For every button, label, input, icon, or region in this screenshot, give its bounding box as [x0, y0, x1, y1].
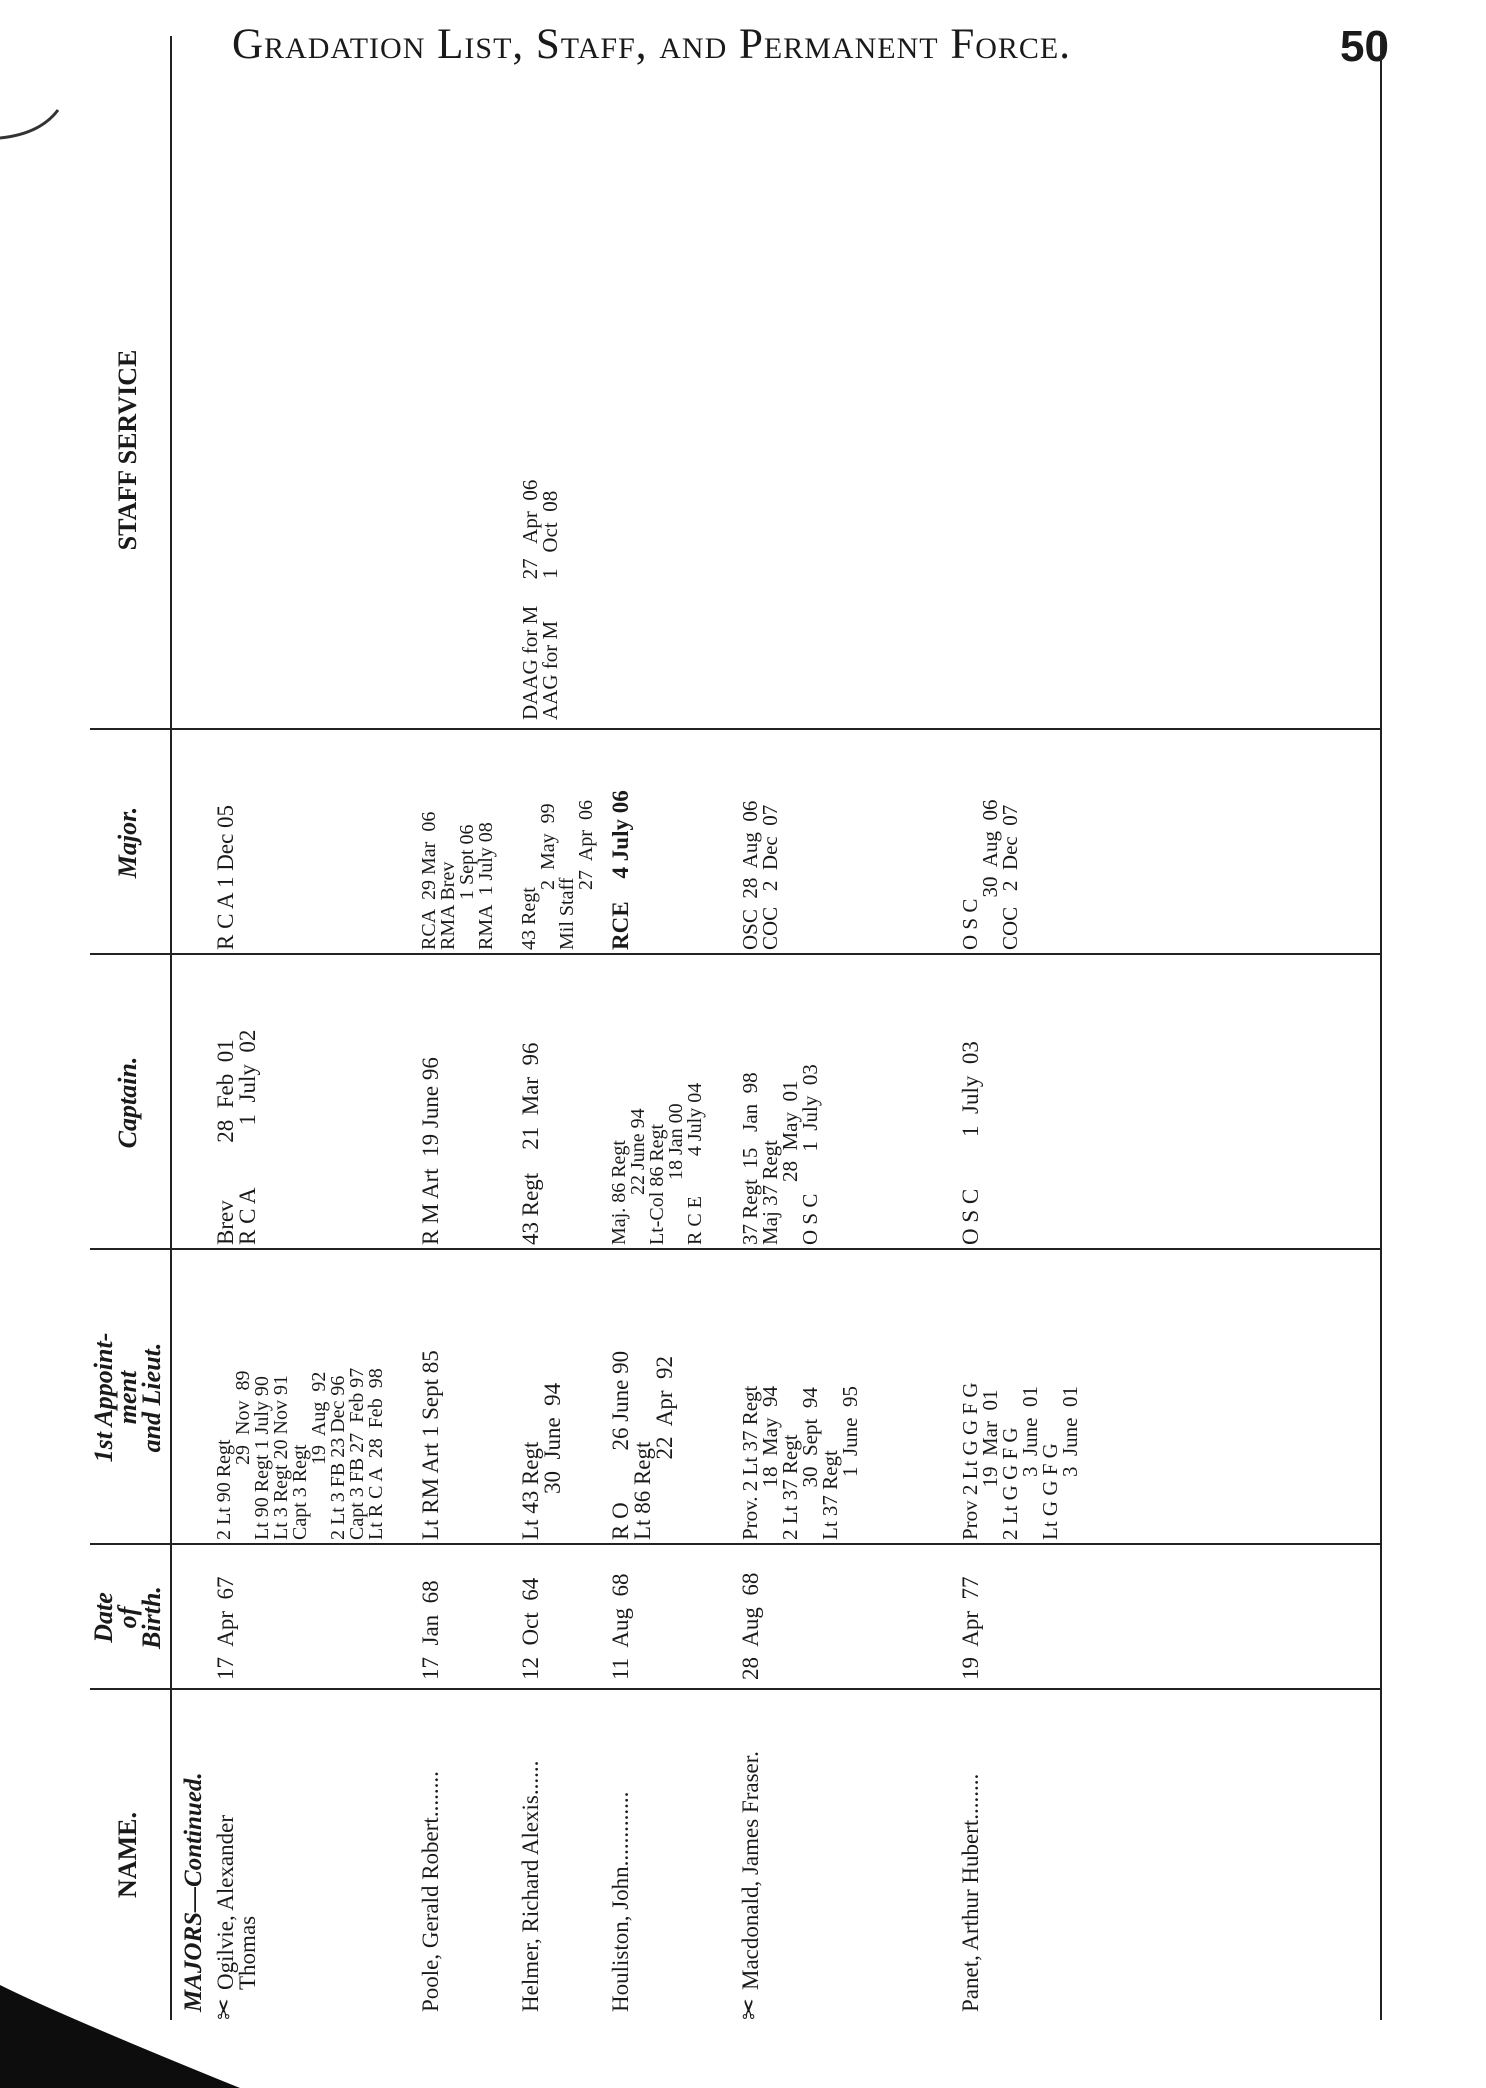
row-2-major: RCA 29 Mar 06 RMA Brev 1 Sept 06 RMA 1 July 08	[418, 811, 497, 950]
row-5-birth: 28 Aug 68	[738, 1572, 763, 1680]
row-1-birth: 17 Apr 67	[213, 1576, 238, 1680]
row-3-name: Helmer, Richard Alexis......	[518, 1760, 543, 2012]
header-birth: Date of Birth.	[88, 1586, 166, 1649]
header-major: Major.	[112, 806, 142, 879]
row-6-birth: 19 Apr 77	[958, 1576, 983, 1680]
header-staff-service: STAFF SERVICE	[112, 349, 142, 551]
col-sep-first	[90, 1248, 1380, 1250]
row-4-captain: Maj. 86 Regt 22 June 94 Lt-Col 86 Regt 18 Jan 00 R C E 4 July 04	[608, 1082, 706, 1245]
row-3-first-appointment: Lt 43 Regt 30 June 94	[518, 1382, 565, 1540]
scan-edge-mark	[0, 90, 70, 150]
header-name: NAME.	[112, 1812, 142, 1898]
row-4-birth: 11 Aug 68	[608, 1573, 633, 1680]
row-3-birth: 12 Oct 64	[518, 1577, 543, 1680]
col-sep-name	[90, 1688, 1380, 1690]
header-captain: Captain.	[112, 1056, 142, 1149]
header-first-appointment: 1st Appoint- ment and Lieut.	[88, 1332, 166, 1463]
row-3-captain: 43 Regt 21 Mar 96	[518, 1042, 543, 1245]
page-number: 50	[1340, 22, 1389, 71]
gradation-table	[80, 36, 1380, 2020]
row-2-name: Poole, Gerald Robert........	[418, 1771, 443, 2012]
row-3-staff: DAAG for M 27 Apr 06 AAG for M 1 Oct 08	[518, 479, 562, 720]
row-1-captain: Brev 28 Feb 01 R C A 1 July 02	[213, 1029, 260, 1245]
row-5-first-appointment: Prov. 2 Lt 37 Regt 18 May 94 2 Lt 37 Regt 30 Sept 94 Lt 37 Regt 1 June 95	[738, 1385, 862, 1540]
row-5-major: OSC 28 Aug 06 COC 2 Dec 07	[738, 800, 782, 950]
row-1-name: Ogilvie, Alexander Thomas	[213, 1814, 260, 1990]
page-title: Gradation List, Staff, and Permanent Force.	[232, 21, 1072, 68]
row-4-name: Houliston, John.............	[608, 1791, 633, 2012]
table-top-rule	[170, 36, 172, 2020]
row-6-name: Panet, Arthur Hubert........	[958, 1773, 983, 2012]
table-bottom-rule	[1380, 36, 1382, 2020]
col-sep-birth	[90, 1543, 1380, 1545]
scissor-mark: ✂	[210, 1998, 239, 2020]
scissor-mark: ✂	[735, 1998, 764, 2020]
row-4-major: RCE 4 July 06	[608, 790, 633, 950]
col-sep-captain	[90, 953, 1380, 955]
col-sep-major	[90, 728, 1380, 730]
row-5-name: Macdonald, James Fraser.	[738, 1751, 763, 1990]
row-3-major: 43 Regt 2 May 99 Mil Staff 27 Apr 06	[518, 800, 597, 950]
row-6-captain: O S C 1 July 03	[958, 1041, 983, 1245]
row-5-captain: 37 Regt 15 Jan 98 Maj 37 Regt 28 May 01 O S C 1 July 03	[738, 1064, 822, 1245]
row-2-birth: 17 Jan 68	[418, 1580, 443, 1680]
row-1-first-appointment: 2 Lt 90 Regt 29 Nov 89 Lt 90 Regt 1 July 90 Lt 3 Regt 20 Nov 91 Capt 3 Regt 19 Aug 92 2 Lt 3 FB 23 Dec 96 Capt 3 FB 27 Feb 97 Lt R C A 28 Feb 98	[213, 1367, 387, 1540]
row-2-first-appointment: Lt RM Art 1 Sept 85	[418, 1350, 443, 1540]
row-6-first-appointment: Prov 2 Lt G G F G 19 Mar 01 2 Lt G G F G 3 June 01 Lt G G F G 3 June 01	[958, 1382, 1082, 1540]
row-1-major: R C A 1 Dec 05	[213, 804, 238, 950]
row-2-captain: R M Art 19 June 96	[418, 1057, 443, 1245]
row-6-major: O S C 30 Aug 06 COC 2 Dec 07	[958, 799, 1022, 950]
section-title: MAJORS—Continued.	[180, 1772, 207, 2012]
row-4-first-appointment: R O 26 June 90 Lt 86 Regt 22 Apr 92	[608, 1350, 677, 1540]
